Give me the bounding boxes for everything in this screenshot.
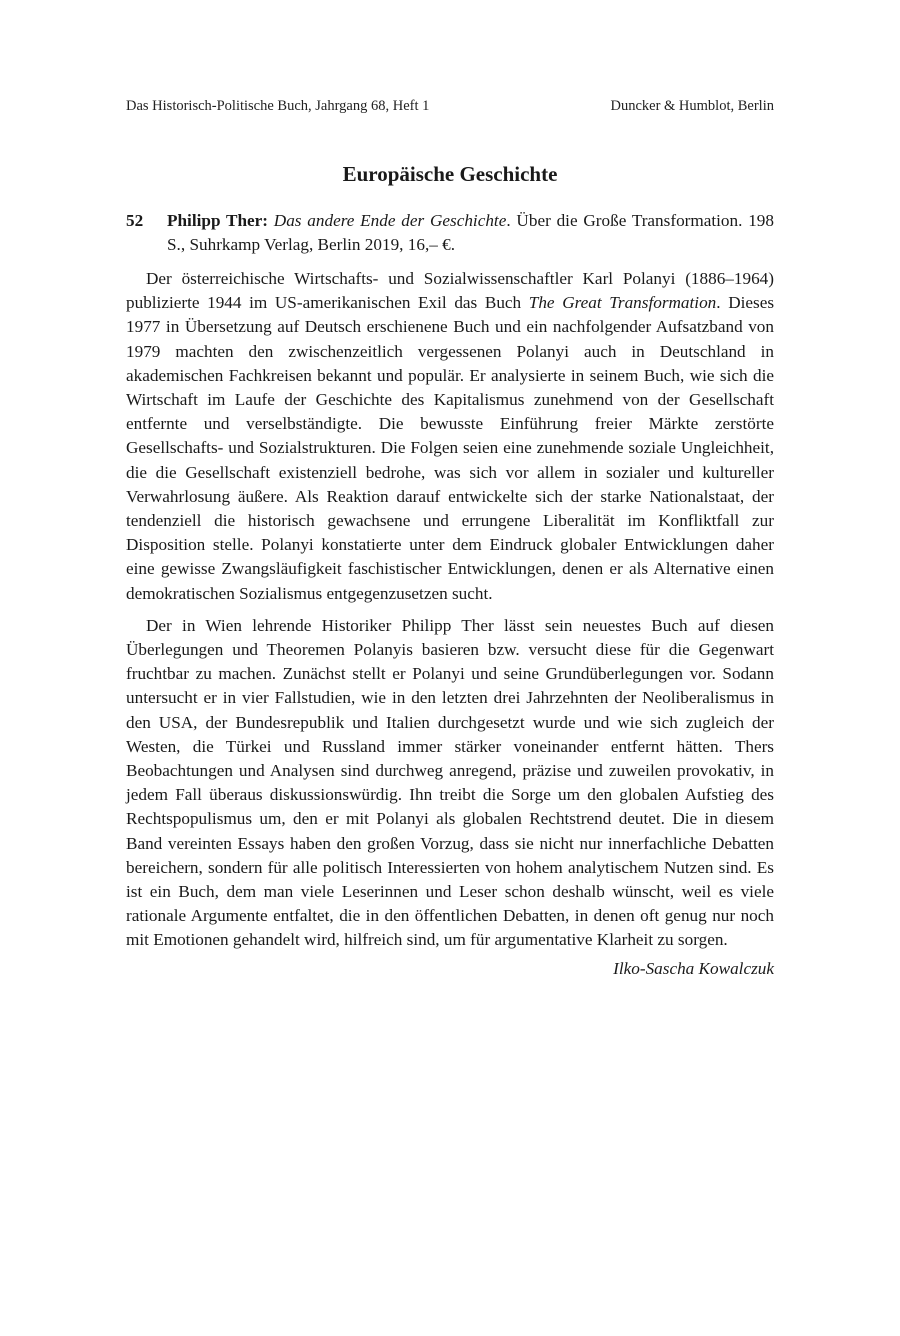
document-page: [126, 96, 774, 981]
publisher-info: Duncker & Humblot, Berlin: [610, 98, 774, 114]
entry-number: 52: [126, 211, 144, 230]
journal-info: Das Historisch-Politische Buch, Jahrgang 68, Heft 1: [126, 98, 430, 114]
review-paragraph-1: [126, 267, 774, 606]
paragraph-1-text-b: . Dieses 1977 in Übersetzung auf Deutsch erschienene Buch und ein nachfolgender Aufsatzband von 1979 machten den zwischenzeitlich vergessenen Polanyi auch in Deutschland in akademischen Fachkreisen bekannt und populär. Er analysierte in seinem Buch, wie sich die Wirtschaft im Laufe der Geschichte des Kapitalismus zunehmend von der Gesellschaft entfernte und verselbständigte. Die bewusste Einführung freier Märkte zerstörte Gesellschafts- und Sozialstrukturen. Die Folgen seien eine zunehmende soziale Ungleichheit, die die Gesellschaft existenziell bedrohe, was sich vor allem in sozialer und kultureller Verwahrlosung äußere. Als Reaktion darauf entwickelte sich der starke Nationalstaat, der tendenziell die historisch gewachsene und errungene Liberalität im Konfliktfall zur Disposition stelle. Polanyi konstatierte unter dem Eindruck globaler Entwicklungen daher eine gewisse Zwangsläufigkeit faschistischer Entwicklungen, denen er als Alternative einen demokratischen Sozialismus entgegenzusetzen sucht.: [126, 293, 775, 603]
cited-book-title: The Great Transformation: [528, 293, 717, 313]
section-title: Europäische Geschichte: [342, 162, 558, 186]
paragraph-1-text-a: Der österreichische Wirtschafts- und Sozialwissenschaftler Karl Polanyi (1886–1964) publizierte 1944 im US-amerikanischen Exil das Buch: [126, 269, 774, 313]
entry-author: Philipp Ther:: [167, 211, 268, 230]
book-entry: [126, 209, 774, 257]
entry-details: . Über die Große Transformation. 198 S., Suhrkamp Verlag, Berlin 2019, 16,– €.: [167, 211, 774, 254]
reviewer-signature: Ilko-Sascha Kowalczuk: [613, 958, 774, 978]
review-paragraph-2: Der in Wien lehrende Historiker Philipp Ther lässt sein neuestes Buch auf diesen Überlegungen und Theoremen Polanyis basieren bzw. versucht diese für die Gegenwart fruchtbar zu machen. Zunächst stellt er Polanyi und seine Grundüberlegungen vor. Sodann untersucht er in vier Fallstudien, wie in den letzten drei Jahrzehnten der Neoliberalismus in den USA, der Bundesrepublik und Italien durchgesetzt wurde und wie sich zugleich der Westen, die Türkei und Russland immer stärker voneinander entfernt hätten. Thers Beobachtungen und Analysen sind durchweg anregend, präzise und zuweilen provokativ, in jedem Fall überaus diskussionswürdig. Ihn treibt die Sorge um den globalen Aufstieg des Rechtspopulismus um, den er mit Polanyi als globalen Rechtstrend deutet. Die in diesem Band vereinten Essays haben den großen Vorzug, dass sie nicht nur innerfachliche Debatten bereichern, sondern für alle politisch Interessierten von hohem analytischem Nutzen sind. Es ist ein Buch, dem man viele Leserinnen und Leser schon deshalb wünscht, weil es viele rationale Argumente entfaltet, die in den öffentlichen Debatten, in denen oft genug nur noch mit Emotionen gehandelt wird, hilfreich sind, um für argumentative Klarheit zu sorgen.: [126, 615, 774, 950]
entry-book-title: Das andere Ende der Geschichte: [273, 211, 507, 230]
running-header: [126, 96, 774, 116]
